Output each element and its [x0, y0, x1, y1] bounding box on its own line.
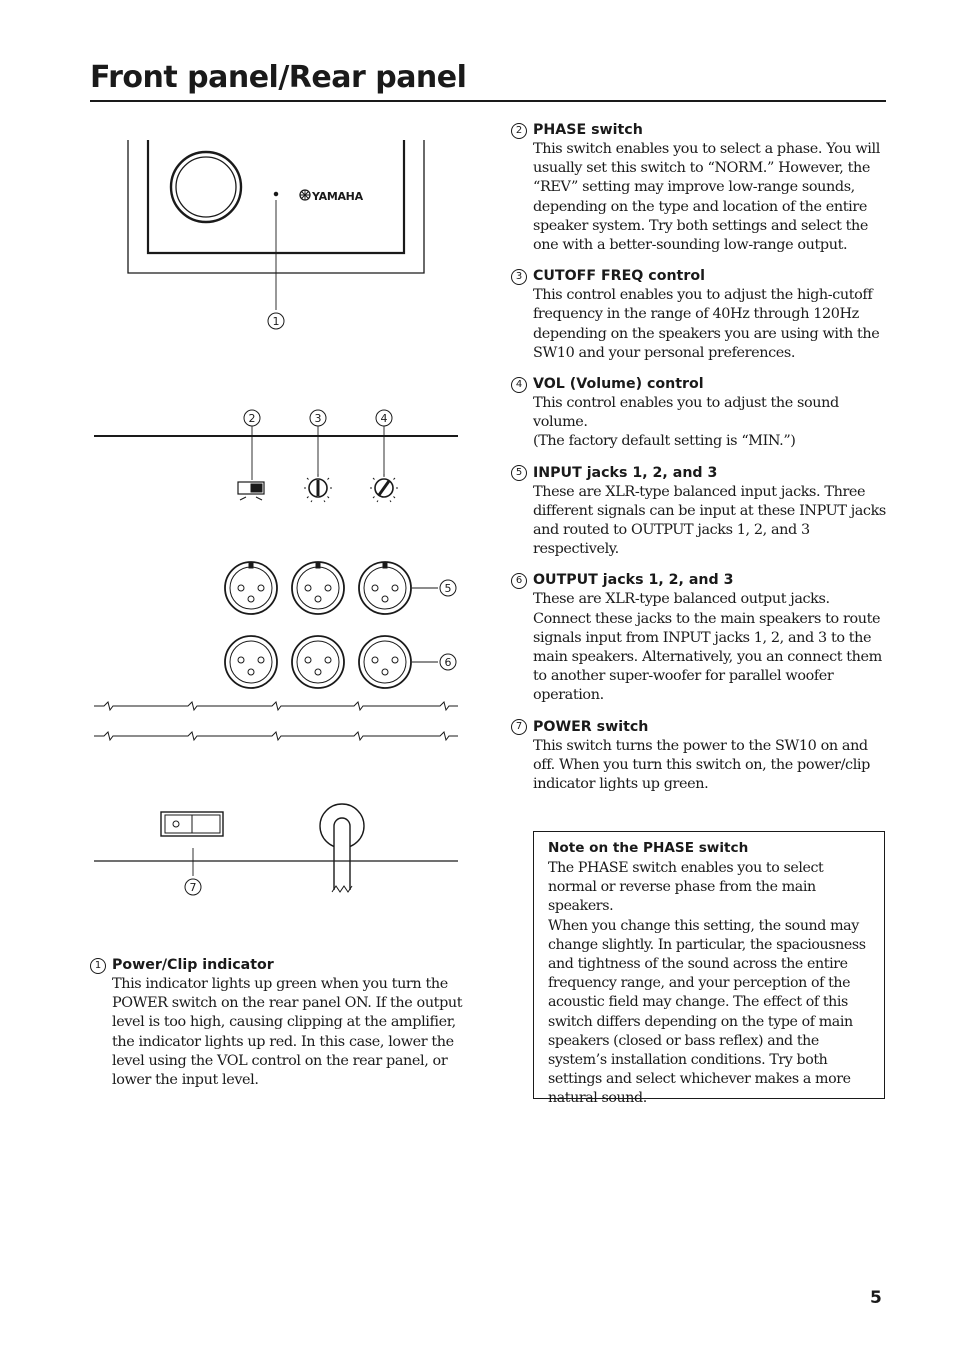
- brand-text: YAMAHA: [312, 190, 363, 203]
- phase-switch-drawing: [238, 482, 264, 500]
- item-title: VOL (Volume) control: [533, 376, 704, 393]
- input-jacks-drawing: [225, 562, 438, 614]
- item-title: INPUT jacks 1, 2, and 3: [533, 464, 718, 481]
- yamaha-logo-icon: [300, 190, 310, 200]
- left-column: [90, 956, 470, 1102]
- power-cable-drawing: [320, 804, 364, 892]
- page-number: 5: [870, 1288, 882, 1308]
- item-phase-switch: [511, 121, 891, 255]
- callout-2: [244, 410, 260, 426]
- item-body-note: (The factory default setting is “MIN.”): [533, 433, 796, 450]
- callout-1: [268, 313, 284, 329]
- callout-4: [376, 410, 392, 426]
- note-paragraph-2: When you change this setting, the sound may change slightly. In particular, the spaciousness and tightness of the sound across the entire frequency range, and your perception of the acoustic field may change. The effect of this switch differs depending on the type of main speakers (closed or bass reflex) and the system’s installation conditions. Try both settings and select whichever makes a more natural sound.: [548, 917, 866, 1107]
- rear-panel-top-drawing: [94, 426, 458, 480]
- item-vol-control: [511, 375, 891, 452]
- item-title: CUTOFF FREQ control: [533, 268, 705, 285]
- item-title: PHASE switch: [533, 122, 643, 138]
- callout-6: [440, 654, 456, 670]
- callout-7: [185, 879, 201, 895]
- break-lines-drawing: [94, 702, 458, 740]
- svg-text:2: 2: [248, 412, 256, 425]
- svg-text:7: 7: [189, 881, 197, 894]
- power-switch-drawing: [161, 812, 223, 876]
- item-number: 1: [90, 958, 106, 974]
- cutoff-knob-drawing: [304, 474, 332, 502]
- callout-5: [440, 580, 456, 596]
- item-title: OUTPUT jacks 1, 2, and 3: [533, 572, 734, 589]
- svg-text:4: 4: [380, 412, 388, 425]
- right-column: [511, 121, 891, 806]
- item-body: This control enables you to adjust the high-cutoff frequency in the range of 40Hz through 120Hz depending on the speakers you are using with the SW10 and your personal preferences.: [533, 287, 880, 361]
- item-body: These are XLR-type balanced input jacks. Three different signals can be input at these INPUT jacks and routed to OUTPUT jacks 1, 2, and 3 respectively.: [533, 483, 886, 558]
- item-number: 2: [511, 123, 527, 139]
- item-body: This switch turns the power to the SW10 on and off. When you turn this switch on, the power/clip indicator lights up green.: [533, 737, 870, 793]
- item-power-switch: [511, 718, 891, 795]
- item-number: 5: [511, 465, 527, 481]
- item-power-clip-indicator: [90, 956, 470, 1090]
- item-body: This switch enables you to select a phase. You will usually set this switch to “NORM.” However, the “REV” setting may improve low-range sounds, depending on the type and location of the entire speaker system. Try both settings and select the one with a better-sounding low-range output.: [533, 141, 880, 254]
- item-cutoff-freq-control: [511, 267, 891, 363]
- note-paragraph-1: The PHASE switch enables you to select normal or reverse phase from the main speakers.: [548, 860, 824, 915]
- page-title: Front panel/Rear panel: [90, 60, 467, 95]
- item-body: This control enables you to adjust the sound volume.: [533, 395, 839, 431]
- item-number: 7: [511, 719, 527, 735]
- item-title: POWER switch: [533, 718, 649, 735]
- svg-text:3: 3: [314, 412, 322, 425]
- svg-text:1: 1: [272, 315, 280, 328]
- output-jacks-drawing: [225, 636, 438, 688]
- callout-3: [310, 410, 326, 426]
- item-title: Power/Clip indicator: [112, 957, 274, 973]
- title-rule: [90, 100, 886, 102]
- item-number: 4: [511, 377, 527, 393]
- item-body: This indicator lights up green when you turn the POWER switch on the rear panel ON. If the output level is too high, causing clipping at the amplifier, the indicator lights up red. In this case, lower the level using the VOL control on the rear panel, or lower the input level.: [112, 976, 463, 1089]
- item-number: 3: [511, 269, 527, 285]
- phase-note-box: [533, 831, 885, 1107]
- front-panel-drawing: [128, 140, 424, 310]
- svg-text:6: 6: [444, 656, 452, 669]
- vol-knob-drawing: [370, 474, 398, 502]
- svg-text:5: 5: [444, 582, 452, 595]
- note-title: Note on the PHASE switch: [548, 840, 749, 856]
- panel-illustration: [90, 120, 470, 900]
- item-body: These are XLR-type balanced output jacks. Connect these jacks to the main speakers to route signals input from INPUT jacks 1, 2, and 3 to the main speakers. Alternatively, you an connect them to another super-woofer for parallel woofer operation.: [533, 591, 882, 704]
- item-number: 6: [511, 573, 527, 589]
- item-input-jacks: [511, 464, 891, 560]
- item-output-jacks: [511, 571, 891, 705]
